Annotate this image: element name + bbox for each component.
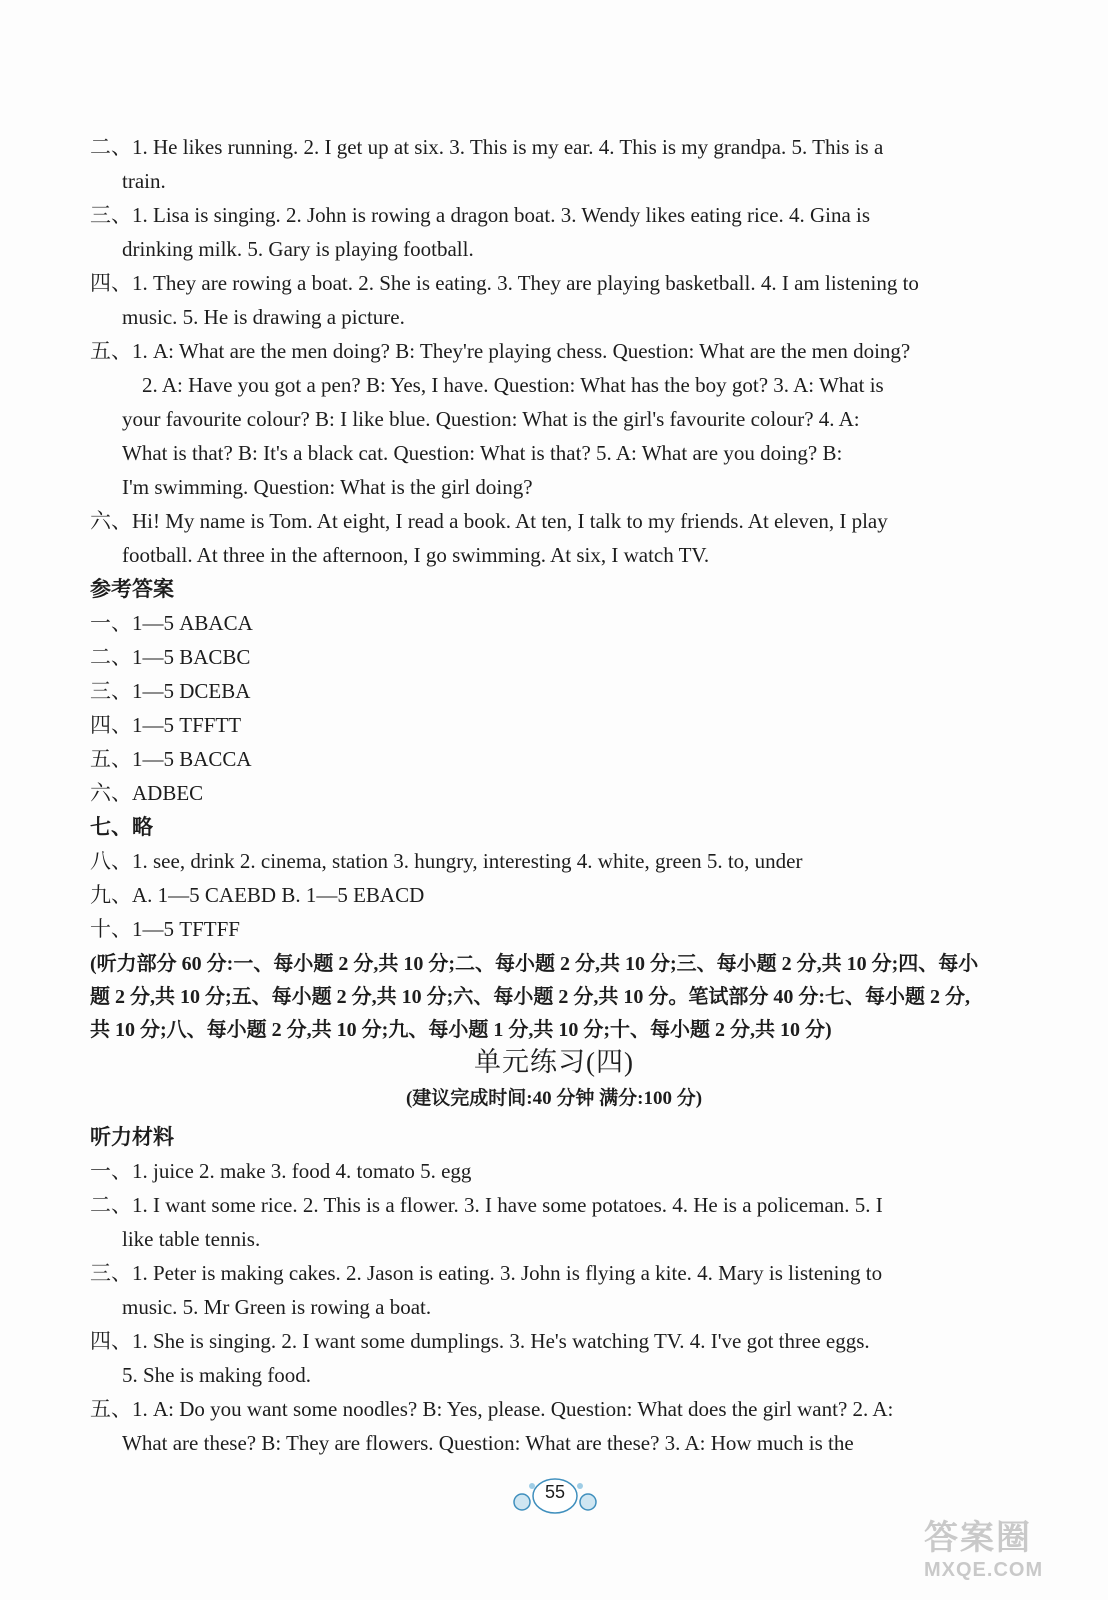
answer-line: 二、1—5 BACBC: [90, 645, 251, 669]
answer-line: 七、略: [90, 815, 153, 839]
text-line: 三、1. Lisa is singing. 2. John is rowing a dragon boat. 3. Wendy likes eating rice. 4. Gina is: [90, 203, 871, 227]
answer-line: 三、1—5 DCEBA: [90, 679, 251, 703]
page-number-badge: [510, 1476, 600, 1516]
text-line: 四、1. She is singing. 2. I want some dumplings. 3. He's watching TV. 4. I've got three eggs.: [90, 1329, 870, 1353]
text-line: 四、1. They are rowing a boat. 2. She is eating. 3. They are playing basketball. 4. I am listening to: [90, 271, 919, 295]
answer-line: 十、1—5 TFTFF: [90, 917, 240, 941]
answer-line: 五、1—5 BACCA: [90, 747, 252, 771]
text-line: What is that? B: It's a black cat. Question: What is that? 5. A: What are you doing? B:: [122, 441, 843, 465]
answer-key-heading: 参考答案: [90, 577, 174, 601]
text-line: I'm swimming. Question: What is the girl doing?: [122, 475, 533, 499]
answer-line: 一、1—5 ABACA: [90, 611, 253, 635]
text-line: 三、1. Peter is making cakes. 2. Jason is eating. 3. John is flying a kite. 4. Mary is listening to: [90, 1261, 883, 1285]
text-line: 五、1. A: Do you want some noodles? B: Yes, please. Question: What does the girl want? 2. A:: [90, 1397, 894, 1421]
text-line: drinking milk. 5. Gary is playing football.: [122, 237, 474, 261]
answer-line: 八、1. see, drink 2. cinema, station 3. hungry, interesting 4. white, green 5. to, under: [90, 849, 803, 873]
text-line: 5. She is making food.: [122, 1363, 311, 1387]
page-number: 55: [544, 1482, 566, 1502]
text-line: 2. A: Have you got a pen? B: Yes, I have. Question: What has the boy got? 3. A: What is: [142, 373, 884, 397]
answer-line: 六、ADBEC: [90, 781, 204, 805]
text-line: What are these? B: They are flowers. Question: What are these? 3. A: How much is the: [122, 1431, 854, 1455]
answer-key-section: [90, 572, 1030, 1047]
text-line: train.: [122, 169, 166, 193]
unit-title: 单元练习(四): [474, 1047, 634, 1077]
text-line: your favourite colour? B: I like blue. Question: What is the girl's favourite colour? 4. A:: [122, 407, 860, 431]
scoring-note-line: (听力部分 60 分:一、每小题 2 分,共 10 分;二、每小题 2 分,共 10 分;三、每小题 2 分,共 10 分;四、每小: [90, 953, 979, 975]
transcript-section-2: [90, 1120, 1030, 1460]
text-line: 二、1. He likes running. 2. I get up at six. 3. This is my ear. 4. This is my grandpa. 5. This is a: [90, 135, 884, 159]
text-line: 五、1. A: What are the men doing? B: They're playing chess. Question: What are the men doing?: [90, 339, 911, 363]
watermark-url: MXQE.COM: [924, 1559, 1044, 1581]
transcript-section-1: [90, 130, 1030, 572]
watermark-logo: [924, 1510, 1094, 1586]
scoring-note: [90, 948, 1030, 1047]
text-line: 二、1. I want some rice. 2. This is a flower. 3. I have some potatoes. 4. He is a policeman. 5. I: [90, 1193, 883, 1217]
text-line: 一、1. juice 2. make 3. food 4. tomato 5. egg: [90, 1159, 472, 1183]
text-line: football. At three in the afternoon, I go swimming. At six, I watch TV.: [122, 543, 710, 567]
unit-subtitle: (建议完成时间:40 分钟 满分:100 分): [405, 1088, 703, 1109]
text-line: 六、Hi! My name is Tom. At eight, I read a book. At ten, I talk to my friends. At eleven, I play: [90, 509, 888, 533]
listening-heading: 听力材料: [90, 1125, 174, 1149]
text-line: music. 5. He is drawing a picture.: [122, 305, 405, 329]
scoring-note-line: 共 10 分;八、每小题 2 分,共 10 分;九、每小题 1 分,共 10 分;十、每小题 2 分,共 10 分): [90, 1019, 832, 1041]
answer-line: 四、1—5 TFFTT: [90, 713, 242, 737]
text-line: like table tennis.: [122, 1227, 261, 1251]
text-line: music. 5. Mr Green is rowing a boat.: [122, 1295, 432, 1319]
scoring-note-line: 题 2 分,共 10 分;五、每小题 2 分,共 10 分;六、每小题 2 分,共 10 分。笔试部分 40 分:七、每小题 2 分,: [90, 986, 970, 1008]
answer-line: 九、A. 1—5 CAEBD B. 1—5 EBACD: [90, 883, 425, 907]
watermark-text: 答案圈: [924, 1519, 1032, 1557]
